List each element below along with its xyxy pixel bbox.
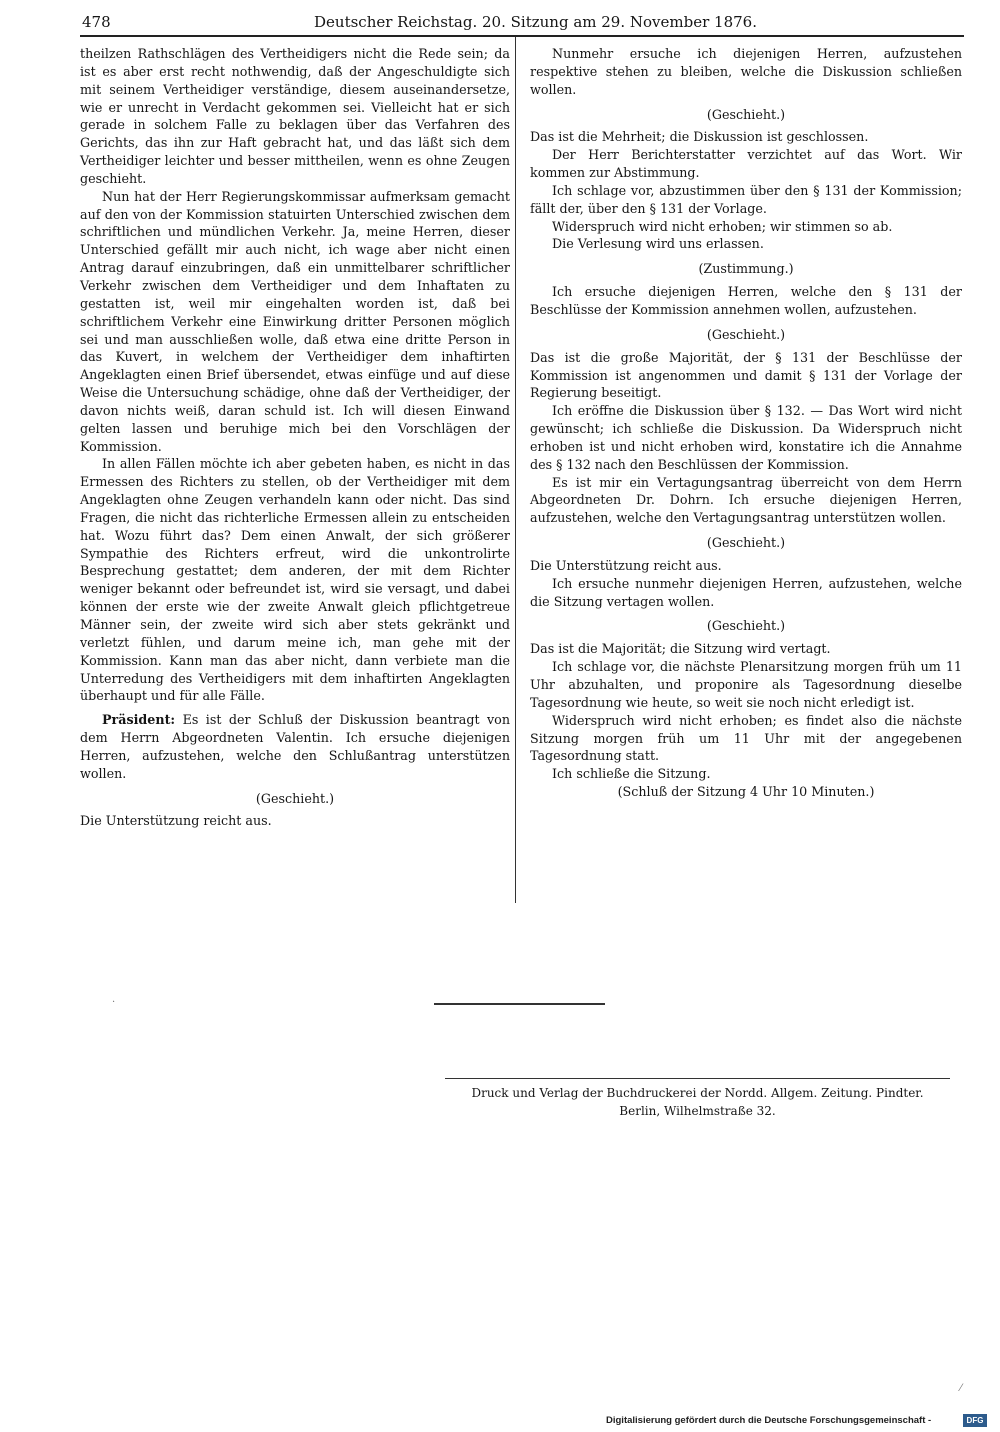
specks: ⁄: [960, 1383, 962, 1394]
stage-direction: (Geschieht.): [706, 618, 786, 634]
paragraph: Das ist die Majorität; die Sitzung wird vertagt.: [530, 641, 831, 657]
printer-imprint: [445, 1084, 950, 1120]
paragraph: Ich ersuche nunmehr diejenigen Herren, aufzustehen, welche die Sitzung vertagen wollen.: [530, 575, 962, 609]
column-divider: [515, 37, 516, 903]
page-number: 478: [82, 13, 111, 31]
speaker-label: Präsident:: [102, 712, 176, 728]
left-column: [80, 45, 510, 830]
paragraph: Das ist die Mehrheit; die Diskussion ist geschlossen.: [530, 129, 869, 145]
digitization-footer: Digitalisierung gefördert durch die Deutsche Forschungsgemeinschaft -: [606, 1415, 932, 1426]
speaker-paragraph: [80, 711, 510, 782]
paragraph: Ich ersuche diejenigen Herren, welche den § 131 der Beschlüsse der Kommission annehmen wollen, aufzustehen.: [530, 284, 962, 317]
paragraph: Die Unterstützung reicht aus.: [80, 813, 272, 829]
stage-direction: (Geschieht.): [706, 535, 786, 551]
stage-direction: (Geschieht.): [706, 106, 786, 122]
paragraph: In allen Fällen möchte ich aber gebeten haben, es nicht in das Ermessen des Richters zu stellen, ob der Vertheidiger mit dem Angeklagten ohne Zeugen verhandeln kann oder nicht. Das sind Fragen, die nicht das richterliche Ermessen allein zu entscheiden hat. Wozu führt das? Dem einen Anwalt, der sich größerer Sympathie des Richters erfreut, wird die unkontrolirte Besprechung gestattet; dem anderen, der mit dem Richter weniger bekannt oder befreundet ist, wird sie versagt, und dabei können der erste wie der zweite Anwalt gleich pflichtgetreue Männer sein, der zweite wird sich aber stets gekränkt und verletzt fühlen, und darum meine ich, man gehe mit der Kommission. Kann man das aber nicht, dann verbiete man die Unterredung des Vertheidigers mit dem inhaftirten Angeklagten überhaupt und für alle Fälle.: [80, 456, 510, 704]
paragraph: theilzen Rathschlägen des Vertheidigers nicht die Rede sein; da ist es aber erst recht nothwendig, daß der Angeschuldigte sich mit seinem Vertheidiger verständige, diesem auseinandersetze, wie er unrecht in Verdacht gekommen sei. Vielleicht hat er sich gerade in solchem Falle zu beklagen über das Verfahren des Gerichts, das ihn zur Haft gebracht hat, und das läßt sich dem Vertheidiger leichter und besser mittheilen, wenn es ohne Zeugen geschieht.: [80, 46, 510, 186]
paragraph: Ich schlage vor, die nächste Plenarsitzung morgen früh um 11 Uhr abzuhalten, und proponire als Tagesordnung dieselbe Tagesordnung wie heute, so weit sie noch nicht erledigt ist.: [530, 659, 962, 710]
imprint-rule: [445, 1078, 950, 1079]
paragraph: Ich schlage vor, abzustimmen über den § 131 der Kommission; fällt der, über den § 131 der Vorlage.: [530, 182, 962, 216]
paragraph: Nun hat der Herr Regierungskommissar aufmerksam gemacht auf den von der Kommission statuirten Unterschied zwischen dem schriftlichen und mündlichen Verkehr. Ja, meine Herren, dieser Unterschied gefällt mir auch nicht, ich wage aber nicht einen Antrag darauf einzubringen, daß ein unmittelbarer schriftlicher Verkehr zwischen dem Vertheidiger und dem Inhaftaten zu gestatten ist, weil mir eingehalten worden ist, daß bei schriftlichem Verkehr eine Einwirkung dritter Personen möglich sei und man ausschließen wolle, daß etwa eine dritte Person in das Kuvert, in welchem der Vertheidiger dem inhaftirten Angeklagten einen Brief übersendet, etwas einfüge und auf diese Weise die Untersuchung schädige, ohne daß der Vertheidiger, der davon nichts weiß, daran schuld ist. Ich will diesen Einwand gelten lassen und beruhige mich bei den Vorschlägen der Kommission.: [80, 188, 510, 454]
paragraph: Widerspruch wird nicht erhoben; es findet also die nächste Sitzung morgen früh um 11 Uhr mit der angegebenen Tagesordnung statt.: [530, 712, 962, 764]
closing-note: (Schluß der Sitzung 4 Uhr 10 Minuten.): [617, 784, 875, 800]
paragraph: Die Unterstützung reicht aus.: [530, 557, 722, 573]
imprint-line: Druck und Verlag der Buchdruckerei der Nordd. Allgem. Zeitung. Pindter.: [471, 1086, 924, 1100]
paragraph: Nunmehr ersuche ich diejenigen Herren, aufzustehen respektive stehen zu bleiben, welche die Diskussion schließen wollen.: [530, 46, 962, 97]
section-end-rule: [434, 1003, 605, 1005]
paragraph: Es ist mir ein Vertagungsantrag überreicht von dem Herrn Abgeordneten Dr. Dohrn. Ich ersuche diejenigen Herren, aufzustehen, welche den Vertagungsantrag unterstützen wollen.: [530, 474, 962, 526]
paragraph: Der Herr Berichterstatter verzichtet auf das Wort. Wir kommen zur Abstimmung.: [530, 147, 962, 181]
stage-direction: (Geschieht.): [255, 790, 335, 806]
imprint-line: Berlin, Wilhelmstraße 32.: [619, 1104, 776, 1118]
paragraph: Widerspruch wird nicht erhoben; wir stimmen so ab.: [552, 218, 893, 234]
paragraph: Die Verlesung wird uns erlassen.: [552, 236, 764, 252]
page-header: [82, 13, 962, 35]
running-head: Deutscher Reichstag. 20. Sitzung am 29. November 1876.: [314, 13, 757, 31]
speech-text: Es ist der Schluß der Diskussion beantragt von dem Herrn Abgeordneten Valentin. Ich ersuche diejenigen Herren, aufzustehen, welche den Schlußantrag unterstützen wollen.: [80, 712, 510, 781]
dfg-logo-icon: DFG: [963, 1414, 987, 1427]
header-rule: [80, 35, 964, 37]
paragraph: Ich eröffne die Diskussion über § 132. — Das Wort wird nicht gewünscht; ich schließe die Diskussion. Da Widerspruch nicht erhoben ist und nicht erhoben wird, konstatire ich die Annahme des § 132 nach den Beschlüssen der Kommission.: [530, 403, 962, 472]
paragraph: Ich schließe die Sitzung.: [552, 766, 711, 782]
stage-direction: (Zustimmung.): [698, 261, 794, 277]
right-column: [530, 45, 962, 801]
paragraph: Das ist die große Majorität, der § 131 der Beschlüsse der Kommission ist angenommen und damit § 131 der Vorlage der Regierung beseitigt.: [530, 349, 962, 401]
specks: ·: [112, 997, 116, 1008]
stage-direction: (Geschieht.): [706, 326, 786, 342]
